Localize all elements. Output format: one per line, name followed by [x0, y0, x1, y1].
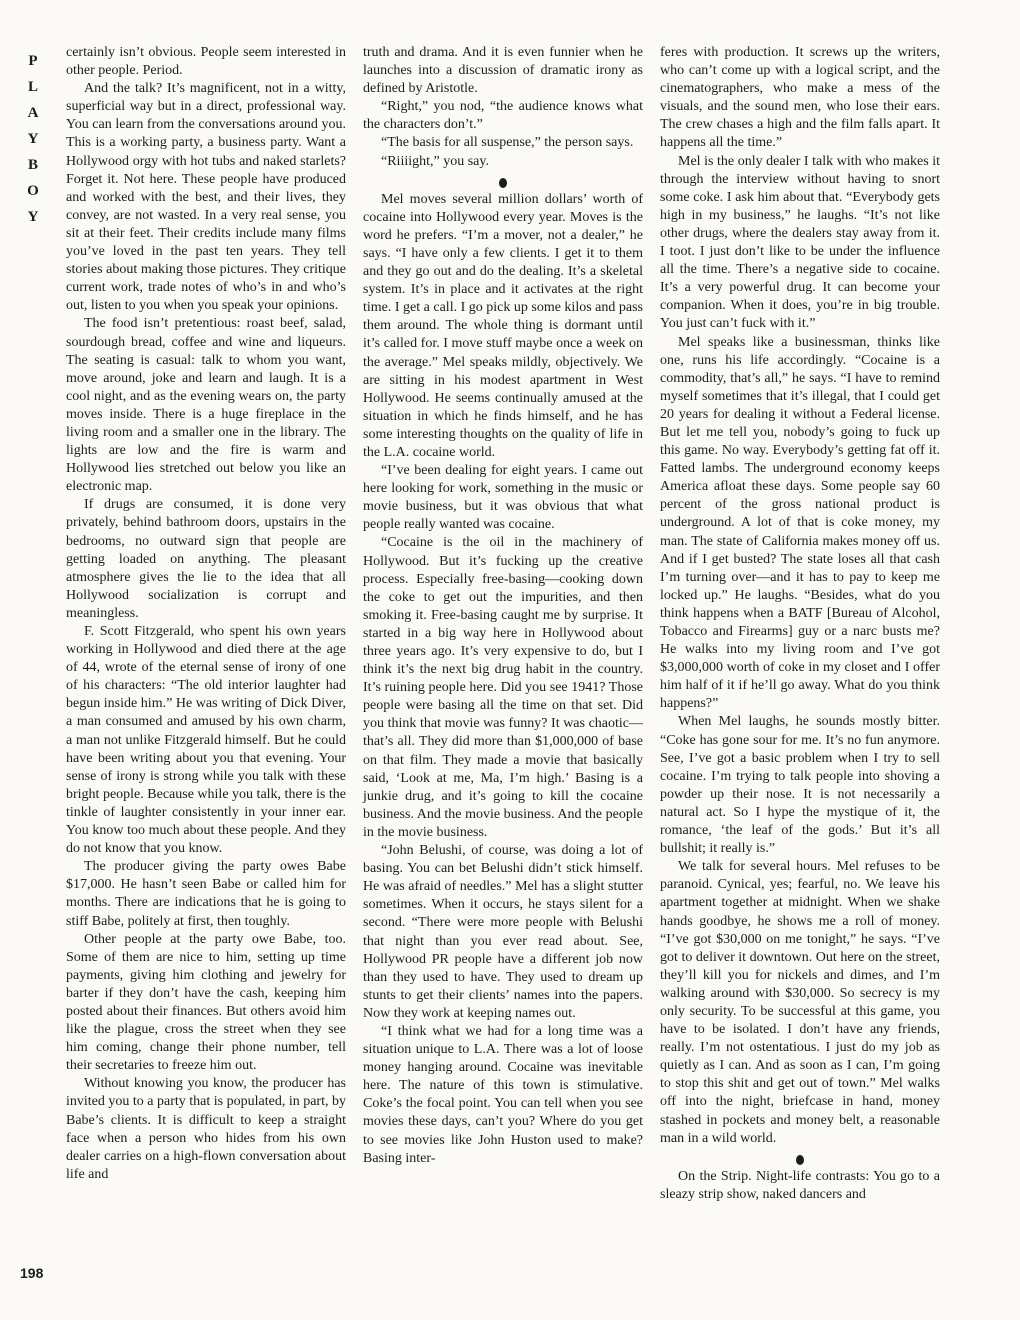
section-break-bullet [660, 1150, 940, 1168]
article-paragraph: “John Belushi, of course, was doing a lot of basing. You can bet Belushi didn’t stick himself. He was afraid of needles.” Mel has a slight stutter sometimes. When it occurs, he stays silent for a second. “There were more people with Belushi that night than you ever read about. See, Hollywood PR people have a different job now than they used to have. They used to dream up stunts to get their clients’ names into the papers. Now they work at keeping names out. [363, 843, 643, 1021]
article-paragraph: feres with production. It screws up the writers, who can’t come up with a logical script, and the cinematographers, who make a mess of the visuals, and the sound men, who lose their ears. The crew chases a high and the film falls apart. It happens all the time.” [660, 45, 940, 151]
masthead-letter: P [28, 53, 38, 69]
article-paragraph: The food isn’t pretentious: roast beef, salad, sourdough bread, coffee and wine and liqueurs. The seating is casual: talk to whom you want, move around, joke and learn and laugh. It is a cool night, and as the evening wears on, the party moves inside. There is a huge fireplace in the living room and a smaller one in the library. The lights are low and the fire is warm and Hollywood lies stretched out below you like an electronic map. [66, 316, 346, 495]
masthead-letter: Y [27, 209, 39, 225]
article-paragraph: “I’ve been dealing for eight years. I came out here looking for work, something in the music or movie business, but it was obvious that what people really wanted was cocaine. [363, 463, 643, 533]
section-break-bullet [363, 173, 643, 191]
article-paragraph: And the talk? It’s magnificent, not in a witty, superficial way but in a direct, professional way. You can learn from the conversations around you. This is a working party, a business party. Want a Hollywood orgy with hot tubs and naked starlets? Forget it. Not here. These people have produced and worked with the best, and their lives, they convey, are not wasted. In a very real sense, you sit at their feet. Their credits include many films you’ve loved in the past ten years. They tell stories about making those pictures. They critique current work, trade notes of who’s in and who’s out, listen to you when you speak your opinions. [66, 81, 346, 314]
masthead-letter: O [27, 183, 39, 199]
article-paragraph: The producer giving the party owes Babe $17,000. He hasn’t seen Babe or called him for months. There are indications that he is going to stiff Babe, politely at first, then toughly. [66, 859, 346, 929]
text-column-3 [660, 44, 940, 1204]
masthead-letter: A [27, 105, 39, 121]
article-paragraph: Without knowing you know, the producer has invited you to a party that is populated, in part, by Babe’s clients. It is difficult to keep a straight face when a person who hides from his own dealer carries on a high-flown conversation about life and [66, 1076, 346, 1182]
article-paragraph: Mel moves several million dollars’ worth of cocaine into Hollywood every year. Moves is the word he prefers. “I’m a mover, not a dealer,” he says. “I have only a few clients. I get it to them and they go out and do the dealing. It’s a skeletal system. It’s in place and it activates at the right time. I get a call. I go pick up some kilos and pass them around. The whole thing is dormant until it’s called for. I move stuff maybe once a week on the average.” Mel speaks mildly, objectively. We are sitting in his modest apartment in West Hollywood. He seems continually amused at the situation in which he finds himself, and he has some interesting thoughts on the quality of life in the L.A. cocaine world. [363, 191, 643, 460]
article-paragraph: When Mel laughs, he sounds mostly bitter. “Coke has gone sour for me. It’s no fun anymore. See, I’ve got a basic problem when I try to sell cocaine. I’m trying to talk people into shoving a powder up their nose. It is not necessarily a natural act. So I hype the mystique of it, the romance, ‘the leaf of the gods.’ But it’s all bullshit; it really is.” [660, 714, 940, 857]
article-paragraph: “I think what we had for a long time was a situation unique to L.A. There was a lot of loose money hanging around. Cocaine was inevitable here. The nature of this town is stimulative. Coke’s the focal point. You can tell when you see movies these days, can’t you? Where do you get to see movies like John Huston used to make? Basing inter- [363, 1023, 643, 1166]
article-paragraph: “Riiiight,” you say. [381, 153, 489, 169]
masthead-letter: B [27, 157, 38, 173]
article-paragraph: truth and drama. And it is even funnier when he launches into a discussion of dramatic irony as defined by Aristotle. [363, 45, 643, 97]
article-paragraph: certainly isn’t obvious. People seem interested in other people. Period. [66, 45, 346, 79]
article-paragraph: We talk for several hours. Mel refuses to be paranoid. Cynical, yes; fearful, no. We leave his apartment together at midnight. When we shake hands goodbye, he shows me a roll of money. “I’ve got $30,000 on me tonight,” he says. “I’ve got to deliver it downtown. Out here on the street, they’ll kill you for nickels and dimes, and I’m walking around with $30,000. So secrecy is my only security. To be successful at this game, you have to be isolated. I don’t have any friends, really. I’m not ostentatious. I just do my job as quietly as I can. And as soon as I can, I’m going to stop this shit and get out of town.” Mel walks off into the night, briefcase in hand, money stashed in pockets and money belt, a reasonable man in a wild world. [660, 859, 940, 1146]
article-paragraph: F. Scott Fitzgerald, who spent his own years working in Hollywood and died there at the age of 44, wrote of the eternal sense of irony of one of his characters: “The old interior laughter had begun inside him.” He was writing of Dick Diver, a man consumed and amused by his own charm, a man not unlike Fitzgerald himself. But he could have been writing about you that evening. Your sense of irony is strong while you talk with these bright people. Because while you talk, there is the tinkle of laughter consistently in your inner ear. You know too much about these people. And they do not know that you know. [66, 624, 346, 857]
article-paragraph: Mel is the only dealer I talk with who makes it through the interview without having to snort some coke. I ask him about that. “Everybody gets high in my business,” he laughs. “It’s not like other drugs, where the dealers stay away from it. I toot. I just don’t like to be under the influence all the time. There’s a negative side to cocaine. It’s a very powerful drug. It can become your companion. When it does, you’re in big trouble. You just can’t fuck with it.” [660, 153, 940, 332]
page-number: 198 [20, 1265, 44, 1281]
article-paragraph: “Right,” you nod, “the audience knows what the characters don’t.” [363, 99, 643, 133]
magazine-masthead [22, 48, 44, 230]
text-column-1 [66, 44, 346, 1184]
text-column-2 [363, 44, 643, 1168]
article-paragraph: “Cocaine is the oil in the machinery of Hollywood. But it’s fucking up the creative process. Especially free-basing—cooking down the coke to get out the impurities, and then smoking it. Free-basing caught me by surprise. It started in a big way here in Hollywood about three years ago. It’s very expensive to do, but I think it’s the next big drug habit in the country. It’s ruining people here. Did you see 1941? Those people were basing all the time on that set. Did you think that movie was funny? It was chaotic—that’s all. They did more than $1,000,000 of base on that film. They made a movie that basically said, ‘Look at me, Ma, I’m high.’ Basing is a junkie drug, and it’s going to kill the cocaine business. And the movie business. And the people in the movie business. [363, 535, 643, 840]
article-paragraph: If drugs are consumed, it is done very privately, behind bathroom doors, upstairs in the bedrooms, no outward sign that people are getting loaded on anything. The pleasant atmosphere gives the lie to the idea that all Hollywood socialization is corrupt and meaningless. [66, 497, 346, 621]
masthead-letter: Y [27, 131, 39, 147]
article-paragraph: Other people at the party owe Babe, too. Some of them are nice to him, setting up time payments, giving him clothing and jewelry for barter if they don’t have the cash, keeping him posted about their finances. But others avoid him like the plague, cross the street when they see him coming, change their phone number, tell their secretaries to freeze him out. [66, 931, 346, 1074]
article-paragraph: “The basis for all suspense,” the person says. [381, 135, 634, 151]
article-paragraph: On the Strip. Night-life contrasts: You go to a sleazy strip show, naked dancers and [660, 1168, 940, 1202]
masthead-letter: L [27, 79, 38, 95]
article-paragraph: Mel speaks like a businessman, thinks like one, runs his life accordingly. “Cocaine is a commodity, that’s all,” he says. “I have to remind myself sometimes that it’s illegal, that I could get 20 years for dealing it without a Federal license. But let me tell you, nobody’s going to fuck up this game. No way. Everybody’s getting fat off it. Fatted lambs. The underground economy keeps America afloat these days. Some people say 60 percent of the gross national product is underground. A lot of that is coke money, my man. The state of California makes money off us. And if I get busted? The state loses all that cash I’m turning over—and it has to pay to keep me locked up.” He laughs. “Besides, what do you think happens when a BATF [Bureau of Alcohol, Tobacco and Firearms] guy or a narc busts me? He walks into my living room and I’ve got $3,000,000 worth of coke in my closet and I offer him half of it if he’ll go away. What do you think happens?” [660, 334, 940, 712]
